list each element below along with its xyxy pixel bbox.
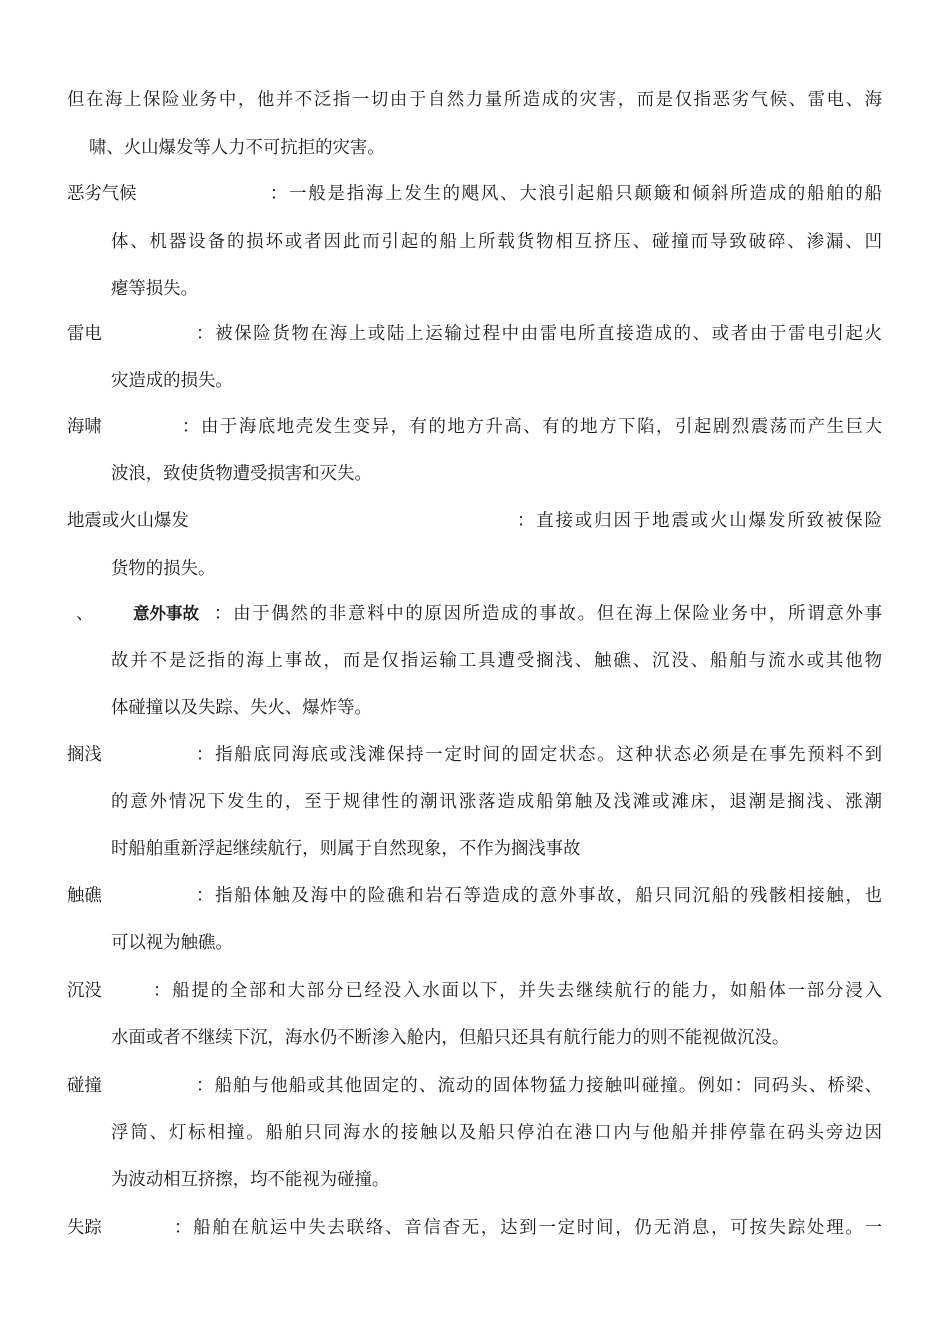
term-bad-weather: 恶劣气候 <box>67 184 137 204</box>
term-missing: 失踪 <box>67 1218 102 1238</box>
term-collision: 碰撞 <box>67 1076 102 1096</box>
definition-bad-weather-line-3: 瘪等损失。 <box>111 279 198 299</box>
definition-lightning-line-1: ：被保险货物在海上或陆上运输过程中由雷电所直接造成的、或者由于雷电引起火 <box>196 324 882 344</box>
term-accident: 意外事故 <box>133 604 199 623</box>
definition-accident-line-3: 体碰撞以及失踪、失火、爆炸等。 <box>111 698 372 718</box>
definition-missing-line-1: ：船舶在航运中失去联络、音信杳无，达到一定时间，仍无消息，可按失踪处理。一 <box>174 1218 882 1238</box>
definition-tsunami-line-1: ：由于海底地壳发生变异，有的地方升高、有的地方下陷，引起剧烈震荡而产生巨大 <box>182 417 882 437</box>
definition-earthquake-line-2: 货物的损失。 <box>111 559 216 579</box>
intro-line-1: 但在海上保险业务中，他并不泛指一切由于自然力量所造成的灾害，而是仅指恶劣气候、雷电、海 <box>67 90 882 110</box>
intro-line-2: 啸、火山爆发等人力不可抗拒的灾害。 <box>89 138 385 158</box>
term-sinking: 沉没 <box>67 981 102 1001</box>
definition-tsunami-line-2: 波浪，致使货物遭受损害和灭失。 <box>111 464 372 484</box>
definition-collision-line-1: ：船舶与他船或其他固定的、流动的固体物猛力接触叫碰撞。例如：同码头、桥梁、 <box>196 1076 882 1096</box>
definition-stranding-line-1: ：指船底同海底或浅滩保持一定时间的固定状态。这种状态必须是在事先预料不到 <box>196 745 882 765</box>
term-stranding: 搁浅 <box>67 745 102 765</box>
term-reef: 触礁 <box>67 886 102 906</box>
definition-accident-line-2: 故并不是泛指的海上事故，而是仅指运输工具遭受搁浅、触礁、沉没、船舶与流水或其他物 <box>111 651 882 671</box>
definition-reef-line-1: ：指船体触及海中的险礁和岩石等造成的意外事故，船只同沉船的残骸相接触，也 <box>196 886 882 906</box>
list-marker: 、 <box>76 604 94 624</box>
definition-sinking-line-1: ：船提的全部和大部分已经没入水面以下，并失去继续航行的能力，如船体一部分浸入 <box>153 981 882 1001</box>
term-earthquake: 地震或火山爆发 <box>67 511 189 531</box>
definition-earthquake-line-1: ：直接或归因于地震或火山爆发所致被保险 <box>517 511 882 531</box>
definition-accident-line-1: ：由于偶然的非意料中的原因所造成的事故。但在海上保险业务中，所谓意外事 <box>214 604 882 624</box>
definition-stranding-line-3: 时船舶重新浮起继续航行，则属于自然现象，不作为搁浅事故 <box>111 839 581 859</box>
definition-collision-line-2: 浮筒、灯标相撞。船舶只同海水的接触以及船只停泊在港口内与他船并排停靠在码头旁边因 <box>111 1123 882 1143</box>
definition-bad-weather-line-2: 体、机器设备的损坏或者因此而引起的船上所载货物相互挤压、碰撞而导致破碎、渗漏、凹 <box>111 232 882 252</box>
definition-sinking-line-2: 水面或者不继续下沉，海水仍不断渗入舱内，但船只还具有航行能力的则不能视做沉没。 <box>111 1028 790 1048</box>
definition-bad-weather-line-1: ：一般是指海上发生的飓风、大浪引起船只颠簸和倾斜所造成的船舶的船 <box>270 184 882 204</box>
definition-stranding-line-2: 的意外情况下发生的，至于规律性的潮讯涨落造成船第触及浅滩或滩床，退潮是搁浅、涨潮 <box>111 792 882 812</box>
definition-lightning-line-2: 灾造成的损失。 <box>111 371 233 391</box>
definition-reef-line-2: 可以视为触礁。 <box>111 933 233 953</box>
term-tsunami: 海啸 <box>67 417 102 437</box>
term-lightning: 雷电 <box>67 324 102 344</box>
definition-collision-line-3: 为波动相互挤擦，均不能视为碰撞。 <box>111 1170 390 1190</box>
